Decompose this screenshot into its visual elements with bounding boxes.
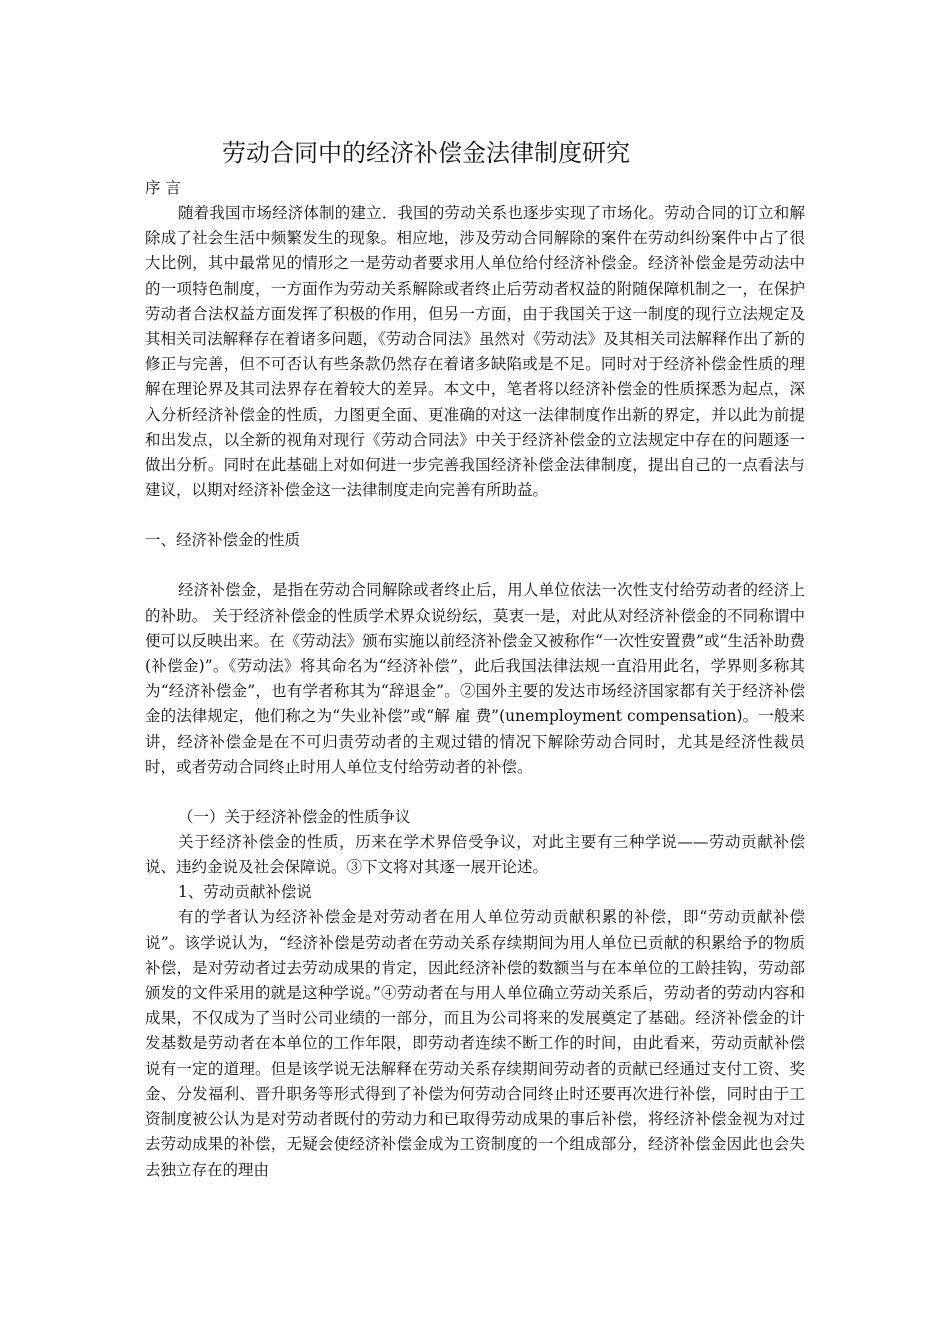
spacer (145, 503, 805, 528)
subsection-1-paragraph: 关于经济补偿金的性质，历来在学术界倍受争议，对此主要有三种学说——劳动贡献补偿说、违约金说及社会保障说。③下文将对其逐一展开论述。 (145, 833, 805, 877)
preface-paragraph: 随着我国市场经济体制的建立．我国的劳动关系也逐步实现了市场化。劳动合同的订立和解除成了社会生活中频繁发生的现象。相应地，涉及劳动合同解除的案件在劳动纠纷案件中占了很大比例，其中最常见的情形之一是劳动者要求用人单位给付经济补偿金。经济补偿金是劳动法中的一项特色制度，一方面作为劳动关系解除或者终止后劳动者权益的附随保障机制之一，在保护劳动者合法权益方面发挥了积极的作用，但另一方面，由于我国关于这一制度的现行立法规定及其相关司法解释存在着诸多问题，《劳动合同法》虽然对《劳动法》及其相关司法解释作出了新的修正与完善，但不可否认有些条款仍然存在着诸多缺陷或是不足。同时对于经济补偿金性质的理解在理论界及其司法界存在着较大的差异。本文中，笔者将以经济补偿金的性质探悉为起点，深入分析经济补偿金的性质，力图更全面、更准确的对这一法律制度作出新的界定，并以此为前提和出发点，以全新的视角对现行《劳动合同法》中关于经济补偿金的立法规定中存在的问题逐一做出分析。同时在此基础上对如何进一步完善我国经济补偿金法律制度，提出自己的一点看法与建议，以期对经济补偿金这一法律制度走向完善有所助益。 (145, 204, 805, 500)
document-body (145, 138, 805, 1183)
spacer (145, 780, 805, 805)
document-title: 劳动合同中的经济补偿金法律制度研究 (222, 139, 630, 167)
section-1-heading: 一、经济补偿金的性质 (145, 531, 301, 550)
item-1-heading: 1、劳动贡献补偿说 (178, 883, 312, 902)
subsection-1-heading: （一）关于经济补偿金的性质争议 (178, 808, 411, 827)
item-1-paragraph: 有的学者认为经济补偿金是对劳动者在用人单位劳动贡献积累的补偿，即“劳动贡献补偿说”。该学说认为，“经济补偿是劳动者在劳动关系存续期间为用人单位已贡献的积累给予的物质补偿，是对劳动者过去劳动成果的肯定，因此经济补偿的数额当与在本单位的工龄挂钩，劳动部颁发的文件采用的就是这种学说。”④劳动者在与用人单位确立劳动关系后，劳动者的劳动内容和成果，不仅成为了当时公司业绩的一部分，而且为公司将来的发展奠定了基础。经济补偿金的计发基数是劳动者在本单位的工作年限，即劳动者连续不断工作的时间，由此看来，劳动贡献补偿说有一定的道理。但是该学说无法解释在劳动关系存续期间劳动者的贡献已经通过支付工资、奖金、分发福利、晋升职务等形式得到了补偿为何劳动合同终止时还要再次进行补偿，同时由于工资制度被公认为是对劳动者既付的劳动力和已取得劳动成果的事后补偿，将经济补偿金视为对过去劳动成果的补偿，无疑会使经济补偿金成为工资制度的一个组成部分，经济补偿金因此也会失去独立存在的理由 (145, 908, 805, 1179)
section-1-paragraph: 经济补偿金，是指在劳动合同解除或者终止后，用人单位依法一次性支付给劳动者的经济上的补助。 关于经济补偿金的性质学术界众说纷纭，莫衷一是，对此从对经济补偿金的不同称谓中便可以反映出来。在《劳动法》颁布实施以前经济补偿金又被称作“一次性安置费”或“生活补助费(补偿金)”。《劳动法》将其命名为“经济补偿”，此后我国法律法规一直沿用此名，学界则多称其为“经济补偿金”，也有学者称其为“辞退金”。②国外主要的发达市场经济国家都有关于经济补偿金的法律规定，他们称之为“失业补偿”或“解 雇 费”(unemployment compensation)。一般来讲，经济补偿金是在不可归责劳动者的主观过错的情况下解除劳动合同时，尤其是经济性裁员时，或者劳动合同终止时用人单位支付给劳动者的补偿。 (145, 581, 805, 776)
spacer (145, 553, 805, 578)
preface-label: 序 言 (145, 179, 181, 197)
